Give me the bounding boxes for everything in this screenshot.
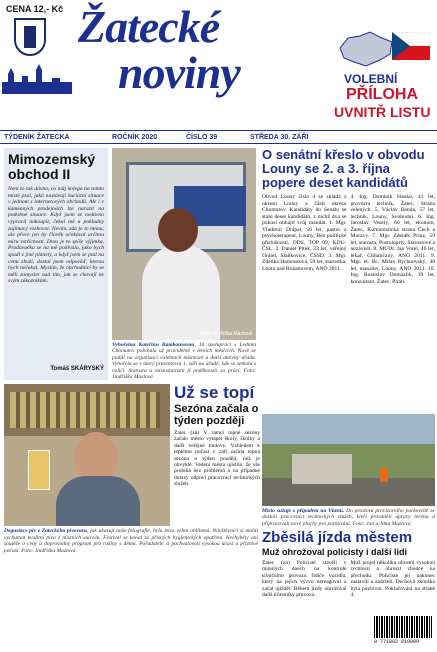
- issue-label: ČÍSLO 39: [186, 134, 218, 141]
- heating-headline: Už se topí: [174, 383, 255, 402]
- weekly-label: TÝDENÍK ŽATECKA: [4, 134, 70, 141]
- newspaper-title: Žatecké: [78, 1, 220, 52]
- date-label: STŘEDA 30. ZÁŘÍ: [250, 134, 309, 141]
- czech-flag-icon: [392, 32, 430, 60]
- car-chase-col-1: Žatec (zn) Policisté stavěli v minulých dnech na kontrole silničního provozu řidiče vozidla, který na jejich výzvu nereagoval a začal ujíždět. Během jízdy ohrožoval další účastníky provozu.: [262, 560, 347, 599]
- heating-subheadline: Sezóna začala o týden později: [174, 403, 259, 427]
- czech-map-icon: [336, 30, 396, 70]
- beer-festival-photo[interactable]: [4, 384, 170, 526]
- caption-text: , jak ukazují naše fotografie, byla letos velmi oblíbená. Návštěvníci si mohli vychutnat kvalitní pivo z místních surovin. Festival se konal za přísných hygienických opatření. Nechyběly ani soutěže o ceny a doprovodný program pro rodiny s dětmi. Pořadatelé si pochvalovali vysokou účast a příznivé počasí. Foto: Jindřiška Mazlová: [4, 528, 258, 554]
- barcode: [372, 614, 434, 648]
- parking-photo[interactable]: [262, 414, 435, 506]
- ad-line-uvnitr: UVNITŘ LISTU: [334, 104, 431, 120]
- caption-lead: Degustace piv z Žateckého pivovaru: [4, 528, 87, 534]
- caption-lead: Vyhořelou Kateřinu Bambousovou: [112, 342, 195, 348]
- column-title: Mimozemský obchod II: [8, 151, 96, 182]
- barcode-icon: [374, 616, 432, 638]
- photo-credit: Foto: Jindřiška Mazlová: [199, 331, 252, 337]
- column-article[interactable]: [4, 148, 108, 380]
- caption-text: , 16 spolupráci s Ledním Chomutov pobíhala už pravidelně v letních měsících. Nově se podílí na organizaci volebních místností a další aktivity úřadu. Vyhořela se v úterý prezentovat 1. září na úřadě, kde se setkala s voliči. Starosta a místostarosta jí poděkovali za práci. Foto: Jindřiška Mazlová: [112, 342, 256, 381]
- caption-text: Do prostoru provizorního parkoviště se dostali pracovníci technických služeb, kteří prováděli úpravy terénu a připravovali nové plochy pro parkování. Foto: Jan a Jitka Mazlová: [262, 508, 435, 527]
- car-chase-subheadline: Muž ohrožoval policisty i další lidi: [262, 547, 408, 557]
- barcode-number: 9 771802 010009: [374, 639, 420, 645]
- ad-line-volebni: VOLEBNÍ: [344, 72, 398, 86]
- senate-col-1: Obvod Louny číslo 4 se skládá z okresu Louny a části okresu Chomutov. Kandidáty do Senátu se stalo deset kandidátů, z nichž dva se pokusí obhájit svůj mandát. 1. Mgr. Vladimír Drápal, 56 let, pastor a psychoterapeut, Louny, Bez politické příslušnosti, ODS, TOP 09, KDU-ČSL. 2. Daniel Pitek, 33 let, veřejný činitel, Staňkovice, ČSSD. 3. Mgr. Zdeňka Hamousová, 59 let, starostka, Lhota nad Rohanovem, ANO 2011.: [262, 194, 347, 272]
- car-chase-headline: Zběsilá jízda městem: [262, 529, 413, 546]
- top-photo-caption: [112, 342, 256, 382]
- heating-article[interactable]: [174, 384, 260, 526]
- car-chase-col-2: Muž projel několika ulicemi vysokou rychlostí a ohrozil chodce na přechodu. Policisté jej nakonec zastavili a zadrželi. Dechová zkouška byla pozitivní. Pokračování na straně 4.: [350, 560, 435, 599]
- price-label: CENA 12,- Kč: [6, 4, 64, 14]
- parking-photo-caption: [262, 508, 435, 530]
- newspaper-subtitle: noviny: [118, 47, 240, 98]
- heating-body: Žatec (zn) V rámci topné sezóny začalo město vytápět školy, školky a další veřejné budovy. Vzhledem k teplému počasí v září začala topná sezóna o týden později, než je obvyklé. Vedení města ujistilo, že vše probíhá bez problémů a na případné dotazy odpoví pracovníci technických služeb.: [174, 430, 260, 488]
- column-signature: Tomáš SKÁRYSKÝ: [50, 366, 104, 372]
- town-crest-icon: [14, 18, 46, 56]
- town-skyline-icon: [2, 64, 72, 94]
- senate-headline: O senátní křeslo v obvodu Louny se 2. a 3. října popere deset kandidátů: [262, 147, 425, 190]
- year-label: ROČNÍK 2020: [112, 134, 158, 141]
- column-body: Není to tak dávno, co můj kolega na tomto místě psal, jaká nastávají kuriózní situace v jednom z internetových obchodů. Ale i v kamenných prodejnách lze narazit na podobné situace. Když jsem se nedávno vypravil nakoupit, čekal mě u pokladny zajímavý rozhovor. Nevím, zda je to mnou, ale přece jen by člověk očekával určitou míru vstřícnosti. Dnes je to spíše výjimka. Prodavačka se na mě podívala, jako bych spadl z jiné planety, a když jsem se ptal na cenu zboží, dostal jsem odpověď, kterou bych nečekal. Myslím, že obchodníci by se měli zamyslet nad tím, jak se chovají ke svým zákazníkům.: [8, 186, 104, 285]
- masthead: [0, 0, 437, 128]
- senate-article[interactable]: [262, 148, 435, 412]
- ad-line-priloha: PŘÍLOHA: [346, 86, 418, 103]
- caption-lead: Místo sužuje s případem na Vlastu.: [262, 508, 345, 514]
- issue-info-bar: [0, 130, 437, 144]
- senate-col-2: 4. Ing. Dominik Hanko, 41 let, provozní technik, Žatec, Strana zelených. 5. Václav Benda, 57 let, technik, Louny, Svobodní. 6. Ing. Jaroslav Veselý, 66 let, ekonom, Žatec, Komunistická strana Čech a Moravy. 7. Mgr. Zdeněk Prinz, 59 let, starosta, Postoloprty, Starostové a nezávislí. 8. MUDr. Jan Vorel, 46 let, lékař, Chlumčany, ANO 2011. 9. Mgr. et. Bc. Milan Rychnovský, 48 let, manažer, Louny, ANO 2011. 10. Ing. Rostislav Domazlik, 39 let, konzultant, Žatec, Piráti.: [350, 194, 435, 285]
- top-photo[interactable]: [112, 148, 256, 340]
- beer-photo-caption: [4, 528, 258, 650]
- election-supplement-ad[interactable]: [332, 26, 435, 126]
